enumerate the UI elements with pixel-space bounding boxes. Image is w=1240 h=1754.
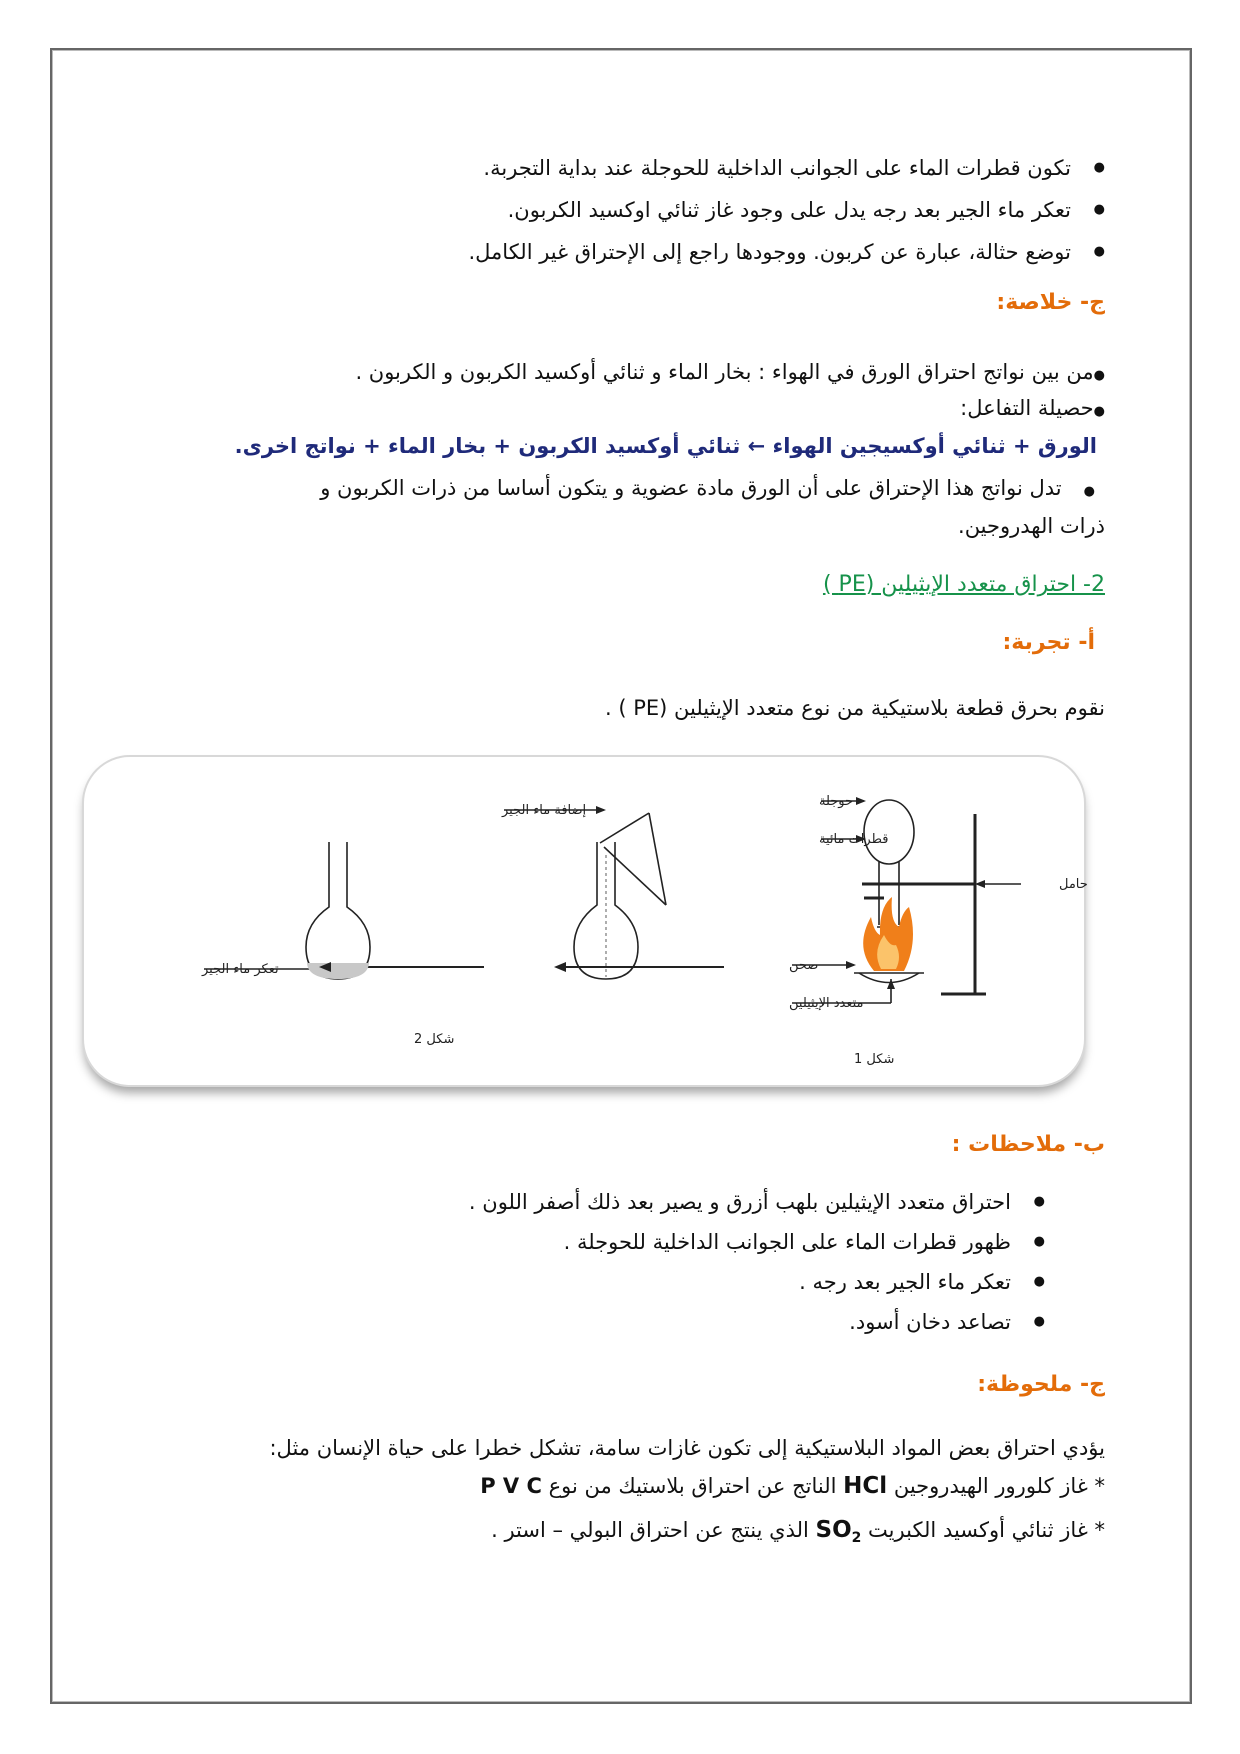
note-item-1 — [175, 1468, 1105, 1504]
hcl-formula: HCl — [843, 1473, 888, 1499]
label-turbid-limewater: تعكر ماء الجير — [202, 962, 279, 977]
label-add-limewater: إضافة ماء الجير — [502, 803, 587, 818]
bullet-icon: ● — [1093, 368, 1105, 383]
pvc-label: P V C — [480, 1474, 542, 1498]
label-shape-2: شكل 2 — [414, 1032, 455, 1047]
lower-text — [175, 0, 1105, 1754]
note-item-1-text-a: * غاز كلورور الهيدروجين — [887, 1474, 1105, 1498]
observations-heading: ب- ملاحظات : — [951, 1132, 1105, 1157]
so2-formula: SO — [815, 1517, 852, 1543]
label-droplets: قطرات مائية — [819, 832, 889, 847]
experiment-text: نقوم بحرق قطعة بلاستيكية من نوع متعدد الإيثيلين (PE ) . — [605, 696, 1105, 720]
label-dish: صحن — [789, 958, 819, 973]
note-intro: يؤدي احتراق بعض المواد البلاستيكية إلى تكون غازات سامة، تشكل خطرا على حياة الإنسان مثل: — [269, 1436, 1105, 1460]
note-item-1-text-b: الناتج عن احتراق بلاستيك من نوع — [541, 1474, 844, 1498]
list-item: ● توضع حثالة، عبارة عن كربون. ووجودها راجع إلى الإحتراق غير الكامل. — [175, 232, 1105, 274]
label-shape-1: شكل 1 — [854, 1052, 895, 1067]
conclusion-text-3b: ذرات الهدروجين. — [958, 514, 1105, 538]
list-item: ● تصاعد دخان أسود. — [175, 1302, 1045, 1342]
note-item-2-text-a: * غاز ثنائي أوكسيد الكبريت — [861, 1518, 1105, 1542]
bullet-icon: ● — [1093, 404, 1105, 419]
bullet-icon: ● — [1083, 484, 1095, 499]
note-heading: ج- ملحوظة: — [977, 1372, 1105, 1397]
list-item: ● تكون قطرات الماء على الجوانب الداخلية للحوجلة عند بداية التجربة. — [175, 148, 1105, 190]
experiment-heading: أ- تجربة: — [1002, 630, 1095, 655]
list-item: ● احتراق متعدد الإيثيلين بلهب أزرق و يصير بعد ذلك أصفر اللون . — [175, 1182, 1045, 1222]
conclusion-text-3a: تدل نواتج هذا الإحتراق على أن الورق مادة عضوية و يتكون أساسا من ذرات الكربون و — [320, 476, 1062, 500]
label-stand: حامل — [1059, 877, 1088, 892]
list-item: ● ظهور قطرات الماء على الجوانب الداخلية للحوجلة . — [175, 1222, 1045, 1262]
note-item-2 — [175, 1512, 1105, 1556]
conclusion-text-1: من بين نواتج احتراق الورق في الهواء : بخار الماء و ثنائي أوكسيد الكربون و الكربون . — [355, 360, 1094, 384]
list-item: ● تعكر ماء الجير بعد رجه يدل على وجود غاز ثنائي اوكسيد الكربون. — [175, 190, 1105, 232]
label-polyethylene: متعدد الإيثيلين — [789, 996, 864, 1011]
list-item: ● تعكر ماء الجير بعد رجه . — [175, 1262, 1045, 1302]
section2-title[interactable]: 2- احتراق متعدد الإيثيلين (PE ) — [822, 572, 1105, 597]
conclusion-text-2: حصيلة التفاعل: — [960, 396, 1094, 420]
reaction-equation: الورق + ثنائي أوكسيجين الهواء ← ثنائي أوكسيد الكربون + بخار الماء + نواتج اخرى. — [234, 434, 1097, 458]
conclusion-heading: ج- خلاصة: — [996, 290, 1105, 315]
observations-list — [175, 1182, 1045, 1342]
note-item-2-text-b: الذي ينتج عن احتراق البولي – استر . — [491, 1518, 816, 1542]
label-flask: حوجلة — [819, 794, 854, 809]
so2-subscript: 2 — [851, 1530, 862, 1547]
